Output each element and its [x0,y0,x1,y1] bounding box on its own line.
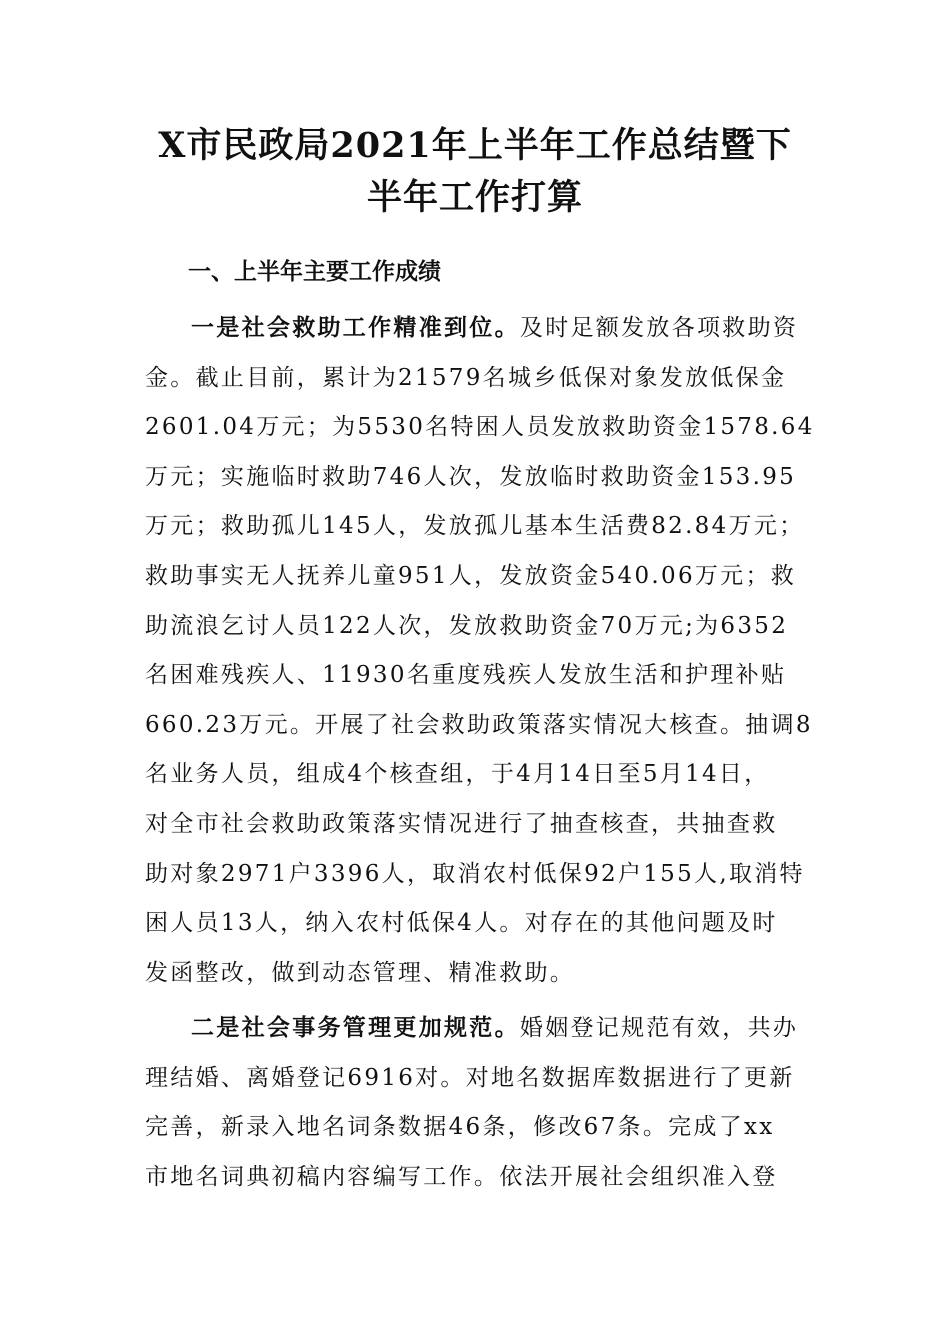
paragraph-line: 金。截止目前，累计为21579名城乡低保对象发放低保金 [145,364,787,391]
section-heading: 一、上半年主要工作成绩 [188,259,441,285]
paragraph-line: 救助事实无人抚养儿童951人，发放资金540.06万元；救 [145,562,797,589]
paragraph-line [145,1004,807,1054]
paragraph-text: 婚姻登记规范有效，共办 [519,1015,799,1041]
paragraph-line: 对全市社会救助政策落实情况进行了抽查核查，共抽查救 [145,810,778,837]
paragraph-line: 市地名词典初稿内容编写工作。依法开展社会组织准入登 [145,1163,778,1190]
title-line-1: X市民政局2021年上半年工作总结暨下 [158,125,792,166]
paragraph-social-affairs [145,1004,807,1202]
document-title [140,120,810,224]
paragraph-line: 名困难残疾人、11930名重度残疾人发放生活和护理补贴 [145,662,787,689]
paragraph-line: 助流浪乞讨人员122人次，发放救助资金70万元;为6352 [145,612,789,639]
paragraph-line: 发函整改，做到动态管理、精准救助。 [145,959,576,986]
paragraph-text: 及时足额发放各项救助资 [519,315,799,341]
paragraph-line: 理结婚、离婚登记6916对。对地名数据库数据进行了更新 [145,1064,795,1091]
paragraph-lead: 二是社会事务管理更加规范。 [191,1015,520,1041]
paragraph-line: 660.23万元。开展了社会救助政策落实情况大核查。抽调8 [145,711,813,738]
paragraph-line: 名业务人员，组成4个核查组，于4月14日至5月14日， [145,761,770,788]
paragraph-line: 困人员13人，纳入农村低保4人。对存在的其他问题及时 [145,910,778,937]
paragraph-line [145,304,807,354]
paragraph-line: 助对象2971户3396人，取消农村低保92户155人,取消特 [145,860,805,887]
paragraph-line: 万元；救助孤儿145人，发放孤儿基本生活费82.84万元； [145,513,805,540]
title-line-2: 半年工作打算 [366,177,583,218]
paragraph-lead: 一是社会救助工作精准到位。 [191,315,520,341]
paragraph-line: 完善，新录入地名词条数据46条，修改67条。完成了xx [145,1114,775,1141]
paragraph-social-assistance [145,304,815,998]
paragraph-line: 万元；实施临时救助746人次，发放临时救助资金153.95 [145,463,797,490]
paragraph-line: 2601.04万元；为5530名特困人员发放救助资金1578.64 [145,414,815,441]
